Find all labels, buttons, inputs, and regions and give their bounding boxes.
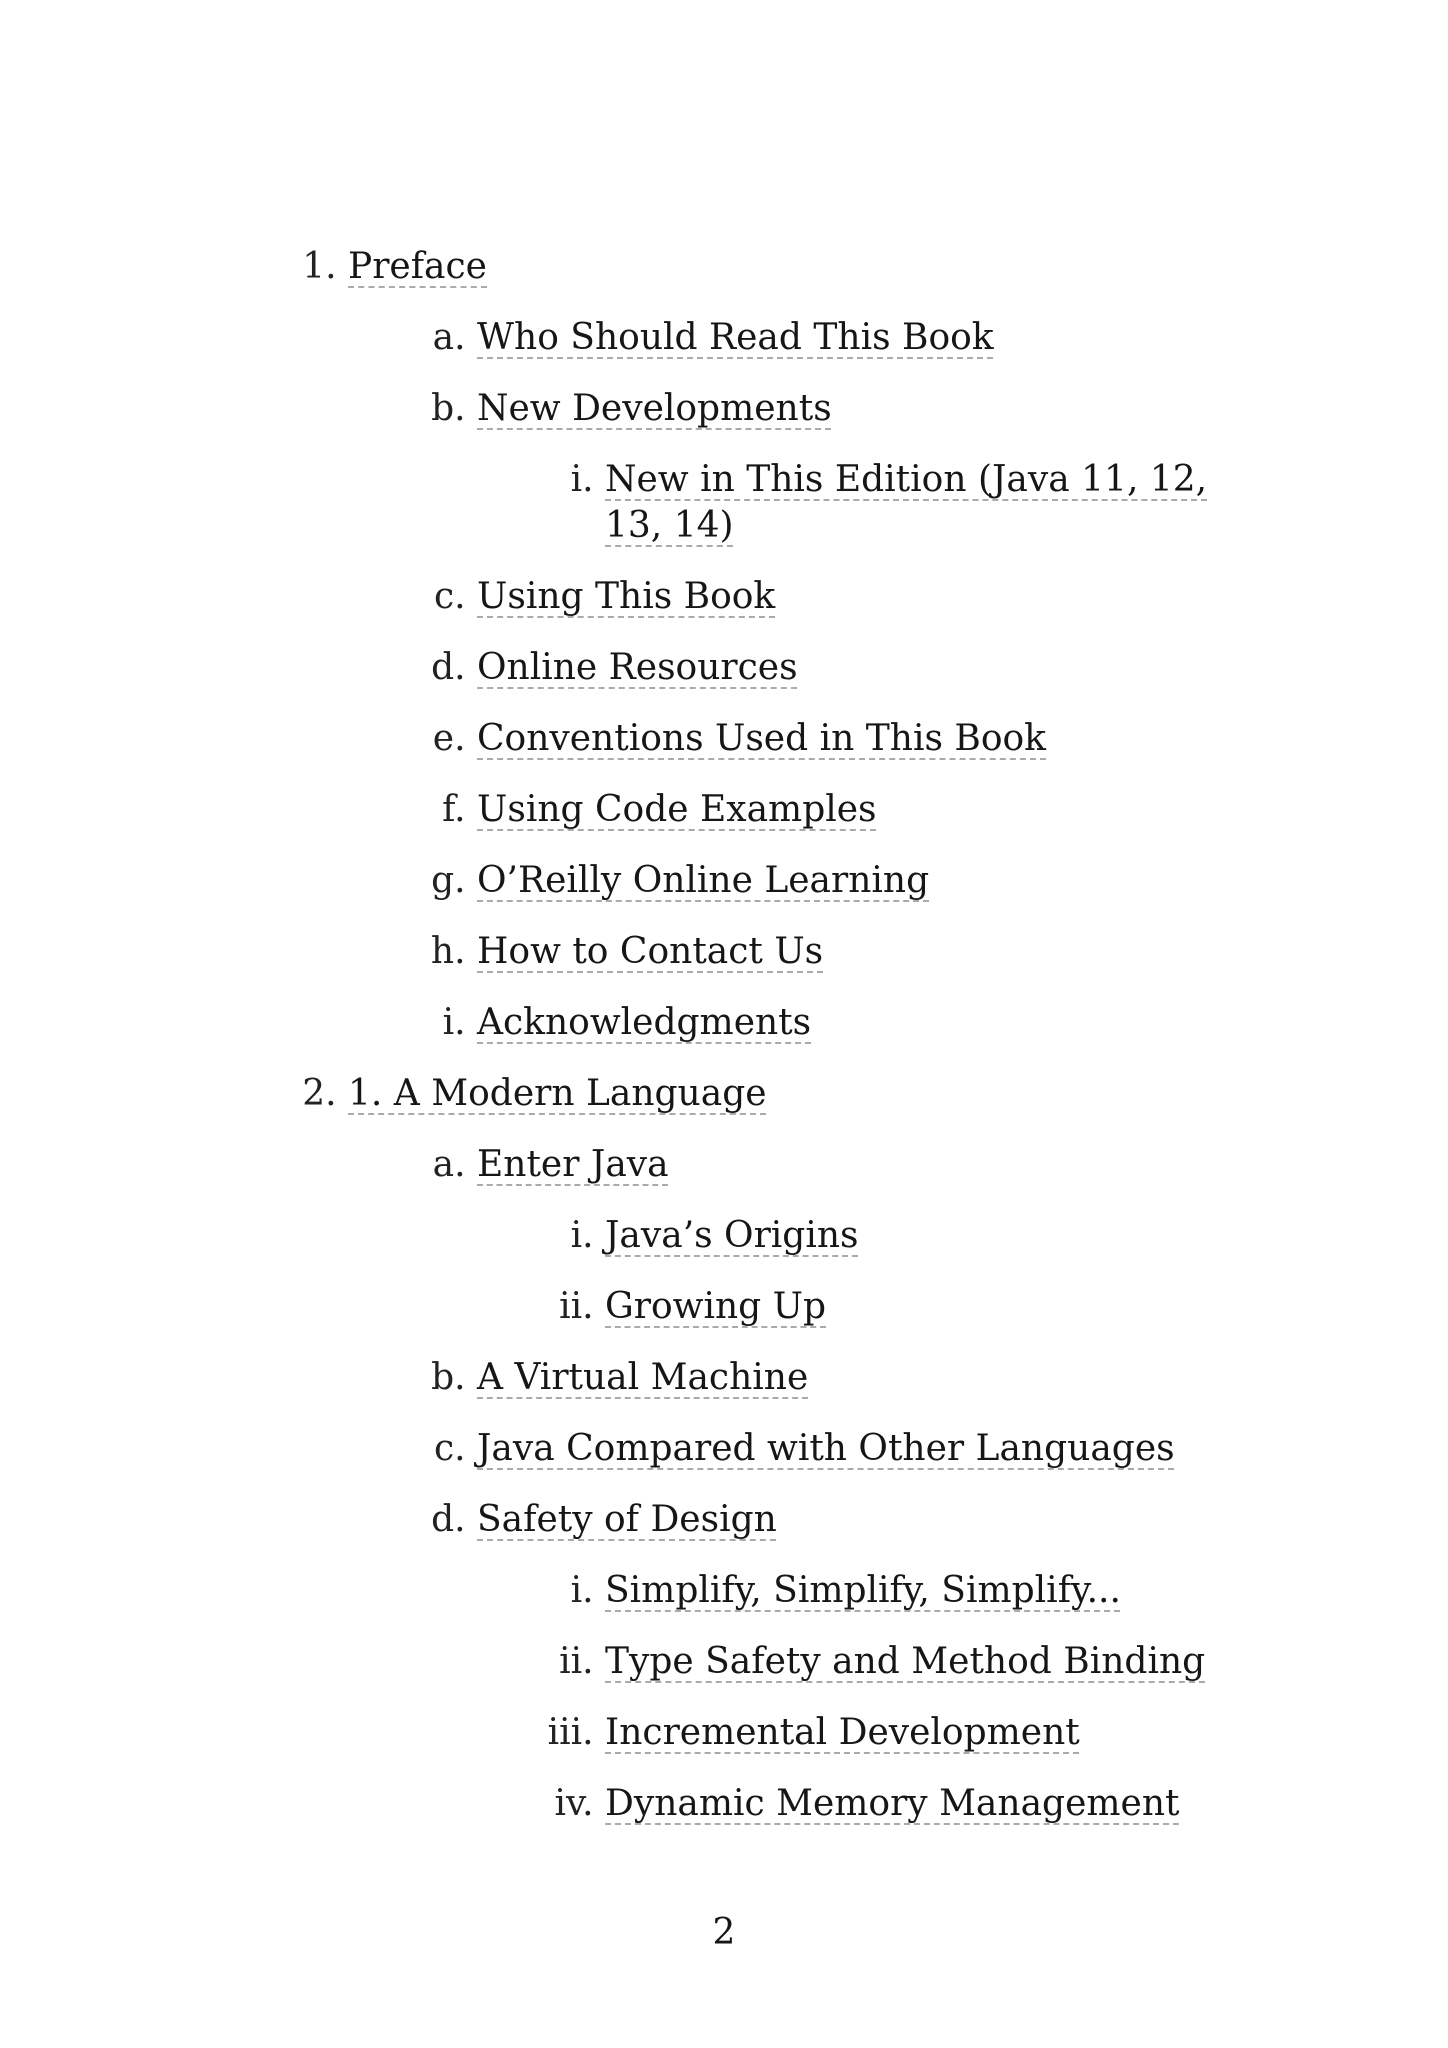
toc-link-dynamic-memory-management[interactable]: Dynamic Memory Management xyxy=(605,1783,1180,1824)
toc-item-preface xyxy=(348,244,1260,1046)
toc-item xyxy=(477,386,1260,549)
toc-link-growing-up[interactable]: Growing Up xyxy=(605,1286,827,1327)
toc-item xyxy=(477,858,1260,904)
toc-item xyxy=(477,1497,1260,1827)
toc-link-conventions-used-in-this-book[interactable]: Conventions Used in This Book xyxy=(477,718,1046,759)
toc-item xyxy=(605,1568,1260,1614)
toc-item xyxy=(477,1000,1260,1046)
toc-link-using-code-examples[interactable]: Using Code Examples xyxy=(477,789,877,830)
toc-item xyxy=(477,315,1260,361)
toc-link-simplify-simplify-simplify[interactable]: Simplify, Simplify, Simplify... xyxy=(605,1570,1121,1611)
toc-item xyxy=(605,1639,1260,1685)
toc-link-who-should-read-this-book[interactable]: Who Should Read This Book xyxy=(477,317,994,358)
toc-item xyxy=(477,1426,1260,1472)
toc-item xyxy=(605,1284,1260,1330)
toc-item xyxy=(605,1781,1260,1827)
toc-item xyxy=(605,1213,1260,1259)
toc-item-chapter-1 xyxy=(348,1071,1260,1827)
toc-link-enter-java[interactable]: Enter Java xyxy=(477,1144,669,1185)
toc-item xyxy=(477,787,1260,833)
toc-link-using-this-book[interactable]: Using This Book xyxy=(477,576,776,617)
toc-link-type-safety-and-method-binding[interactable]: Type Safety and Method Binding xyxy=(605,1641,1206,1682)
toc-item xyxy=(477,716,1260,762)
toc-list-new-developments-subsections xyxy=(477,457,1260,549)
toc-item xyxy=(605,457,1260,549)
toc-item xyxy=(477,929,1260,975)
toc-item xyxy=(605,1710,1260,1756)
toc-item xyxy=(477,574,1260,620)
toc-link-oreilly-online-learning[interactable]: O’Reilly Online Learning xyxy=(477,860,930,901)
toc-link-javas-origins[interactable]: Java’s Origins xyxy=(605,1215,859,1256)
page-number: 2 xyxy=(712,1912,736,1953)
toc-list-preface-sections xyxy=(348,315,1260,1046)
toc-link-acknowledgments[interactable]: Acknowledgments xyxy=(477,1002,812,1043)
toc-list-safety-of-design-subsections xyxy=(477,1568,1260,1827)
toc-link-how-to-contact-us[interactable]: How to Contact Us xyxy=(477,931,824,972)
toc-link-new-developments[interactable]: New Developments xyxy=(477,388,832,429)
toc-link-java-compared-with-other-languages[interactable]: Java Compared with Other Languages xyxy=(477,1428,1175,1469)
toc-link-a-modern-language[interactable]: 1. A Modern Language xyxy=(348,1073,767,1114)
toc-list-enter-java-subsections xyxy=(477,1213,1260,1330)
toc-item xyxy=(477,645,1260,691)
toc-link-online-resources[interactable]: Online Resources xyxy=(477,647,798,688)
toc-link-a-virtual-machine[interactable]: A Virtual Machine xyxy=(477,1357,809,1398)
toc-link-new-in-this-edition[interactable]: New in This Edition (Java 11, 12, 13, 14) xyxy=(605,459,1208,546)
toc-list-chapter-1-sections xyxy=(348,1142,1260,1827)
toc-item xyxy=(477,1355,1260,1401)
toc-list-level-1 xyxy=(348,244,1260,1827)
toc-link-preface[interactable]: Preface xyxy=(348,246,487,287)
toc-link-incremental-development[interactable]: Incremental Development xyxy=(605,1712,1080,1753)
toc-item xyxy=(477,1142,1260,1330)
toc-link-safety-of-design[interactable]: Safety of Design xyxy=(477,1499,777,1540)
